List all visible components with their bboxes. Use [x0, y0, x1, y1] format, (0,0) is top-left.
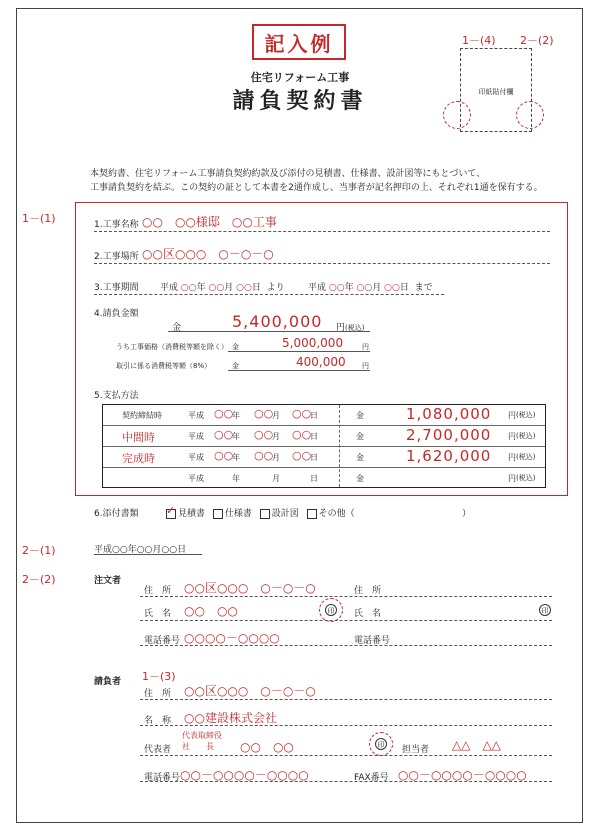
- checkbox-estimate[interactable]: [166, 509, 176, 519]
- contract-amount-value: 5,400,000: [232, 312, 323, 331]
- client-address-label: 住 所: [144, 586, 172, 596]
- payment-kin: 金: [356, 411, 364, 420]
- month-unit: 月: [224, 283, 234, 293]
- payment-year-unit: 年: [232, 453, 240, 462]
- payment-year: ○○: [214, 449, 234, 462]
- client-heading: 注文者: [94, 576, 122, 586]
- period-from-day: ○○: [236, 283, 252, 293]
- amount-underline: [168, 331, 370, 332]
- work-period-label: 3.工事期間: [94, 283, 139, 293]
- client-phone-line: [140, 645, 552, 646]
- contractor-rep-value: ○○ ○○: [240, 740, 294, 754]
- seal-position-circle: [443, 101, 471, 129]
- option-other-label: その他（: [318, 509, 355, 519]
- period-from-month: ○○: [208, 283, 225, 293]
- contractor-company-label: 名 称: [144, 716, 172, 726]
- payment-month-unit: 月: [272, 432, 280, 441]
- contractor-fax-label: FAX番号: [354, 773, 389, 783]
- period-to-month: ○○: [356, 283, 373, 293]
- client-address-line: [140, 596, 552, 597]
- seal-icon: 印: [325, 604, 337, 616]
- payment-month: ○○: [254, 449, 274, 462]
- period-to-year: ○○: [328, 283, 345, 293]
- client-name-label: 氏 名: [144, 609, 172, 619]
- client2-address-label: 住 所: [354, 586, 382, 596]
- client-name-value: ○○ ○○: [184, 604, 238, 618]
- seal-icon: 印: [539, 604, 551, 616]
- payment-month-unit: 月: [272, 411, 280, 420]
- payment-method-label: 5.支払方法: [94, 391, 139, 401]
- contractor-rep-label: 代表者: [144, 745, 172, 755]
- option-specification-label: 仕様書: [224, 509, 252, 519]
- tax-unit: 円: [362, 362, 369, 370]
- intro-line-1: 本契約書、住宅リフォーム工事請負契約約款及び添付の見積書、仕様書、設計図等にもとづいて、: [90, 169, 486, 179]
- payment-day: ○○: [292, 407, 312, 420]
- tax-kin: 金: [232, 362, 239, 370]
- payment-yen-unit: 円: [508, 432, 516, 441]
- period-from-year: ○○: [180, 283, 197, 293]
- contract-date: 平成○○年○○月○○日: [94, 545, 187, 555]
- payment-kin: 金: [356, 474, 364, 483]
- contractor-phone-label: 電話番号: [144, 773, 181, 783]
- client-address-value: ○○区○○○ ○－○－○: [184, 581, 316, 595]
- contractor-address-label: 住 所: [144, 689, 172, 699]
- payment-amount: 1,620,000: [406, 447, 492, 465]
- work-location-value: ○○区○○○ ○－○－○: [142, 247, 274, 261]
- seal-position-circle: [516, 101, 544, 129]
- contractor-heading: 請負者: [94, 677, 122, 687]
- work-period-from: [160, 280, 285, 293]
- contractor-address-value: ○○区○○○ ○－○－○: [184, 684, 316, 698]
- payment-stage-name: 完成時: [122, 452, 155, 465]
- payment-amount: 2,700,000: [406, 426, 492, 444]
- seal-position-circle: [369, 732, 393, 756]
- payment-year: ○○: [214, 407, 234, 420]
- payment-kin: 金: [356, 453, 364, 462]
- work-period-to: [308, 280, 433, 293]
- tax-label: 取引に係る消費税等額（8%）: [116, 362, 212, 370]
- payment-tax-included: (税込): [516, 432, 536, 440]
- contractor-address-line: [140, 699, 552, 700]
- contractor-phone-line: [140, 781, 552, 782]
- work-price-label: うち工事価格（消費税等額を除く）: [116, 343, 228, 351]
- period-from-suffix: より: [266, 283, 285, 293]
- contractor-company-value: ○○建設株式会社: [184, 711, 277, 725]
- payment-month: ○○: [254, 407, 274, 420]
- year-unit: 年: [196, 283, 206, 293]
- contractor-fax-value: ○○－○○○○－○○○○: [398, 768, 527, 782]
- payment-month-unit: 月: [272, 474, 280, 483]
- work-name-line: [94, 231, 550, 232]
- tax-underline: [228, 370, 370, 371]
- work-location-label: 2.工事場所: [94, 252, 139, 262]
- payment-year: ○○: [214, 428, 234, 441]
- document-title: 請負契約書: [232, 89, 368, 114]
- option-estimate-label: 見積書: [178, 509, 206, 519]
- payment-day-unit: 日: [310, 453, 318, 462]
- payment-year-unit: 年: [232, 411, 240, 420]
- payment-kin: 金: [356, 432, 364, 441]
- ref-parties: 2－(2): [22, 573, 56, 586]
- work-period-line: [94, 294, 444, 295]
- payment-tax-included: (税込): [516, 474, 536, 482]
- contractor-rep-title-1: 代表取締役: [182, 731, 222, 740]
- table-column-divider: [339, 405, 340, 487]
- contractor-rep-title-2: 社 長: [182, 742, 214, 751]
- work-name-label: 1.工事名称: [94, 220, 139, 230]
- payment-month: ○○: [254, 428, 274, 441]
- client-name-line: [140, 620, 552, 621]
- ref-section1: 1－(1): [22, 212, 56, 225]
- payment-month-unit: 月: [272, 453, 280, 462]
- date-underline: [94, 554, 202, 555]
- payment-amount: 1,080,000: [406, 405, 492, 423]
- table-divider: [103, 467, 545, 468]
- contract-amount-label: 4.請負金額: [94, 309, 139, 319]
- payment-era: 平成: [188, 432, 204, 441]
- payment-yen-unit: 円: [508, 411, 516, 420]
- tax-included: (税込): [345, 324, 365, 332]
- payment-day-unit: 日: [310, 411, 318, 420]
- ref-contractor: 1－(3): [142, 670, 176, 683]
- payment-day-unit: 日: [310, 432, 318, 441]
- payment-stage-name: 契約締結時: [122, 411, 162, 420]
- payment-year-unit: 年: [232, 432, 240, 441]
- attachments-label: 6.添付書類: [94, 509, 139, 519]
- intro-line-2: 工事請負契約を結ぶ。この契約の証として本書を2通作成し、当事者が記名押印の上、それぞれ1通を保有する。: [90, 183, 543, 193]
- client-phone-label: 電話番号: [144, 636, 181, 646]
- client2-phone-label: 電話番号: [354, 636, 391, 646]
- client2-name-label: 氏 名: [354, 609, 382, 619]
- year-unit: 年: [344, 283, 354, 293]
- period-to-day: ○○: [384, 283, 400, 293]
- contractor-rep-line: [140, 755, 552, 756]
- payment-day: ○○: [292, 428, 312, 441]
- ref-stamp-left: 1－(4): [462, 34, 496, 47]
- work-price-kin: 金: [232, 343, 239, 351]
- document-subtitle: 住宅リフォーム工事: [250, 71, 350, 84]
- payment-era: 平成: [188, 411, 204, 420]
- option-design-drawing-label: 設計図: [271, 509, 299, 519]
- client-phone-value: ○○○○－○○○○: [184, 631, 280, 645]
- era-text: 平成: [160, 283, 179, 293]
- payment-stage-name: 中間時: [122, 431, 155, 444]
- contractor-person-label: 担当者: [402, 745, 430, 755]
- seal-position-circle: [319, 598, 343, 622]
- seal-icon: 印: [375, 738, 387, 750]
- work-price-unit: 円: [362, 343, 369, 351]
- contractor-person-value: △△ △△: [452, 738, 501, 752]
- day-unit: 日: [399, 283, 409, 293]
- period-to-suffix: まで: [414, 283, 433, 293]
- checkbox-specification[interactable]: [213, 509, 223, 519]
- stamp-box-label: 印紙貼付欄: [478, 88, 514, 96]
- contractor-phone-value: ○○－○○○○－○○○○: [180, 768, 309, 782]
- checkbox-design-drawing[interactable]: [260, 509, 270, 519]
- day-unit: 日: [251, 283, 261, 293]
- ref-date: 2－(1): [22, 544, 56, 557]
- payment-tax-included: (税込): [516, 411, 536, 419]
- payment-day-unit: 日: [310, 474, 318, 483]
- payment-era: 平成: [188, 453, 204, 462]
- month-unit: 月: [372, 283, 382, 293]
- attachment-options: [166, 506, 355, 519]
- work-price-value: 5,000,000: [282, 336, 344, 350]
- ref-stamp-right: 2－(2): [520, 34, 554, 47]
- yen-unit: 円: [336, 323, 346, 333]
- work-price-underline: [228, 351, 370, 352]
- payment-tax-included: (税込): [516, 453, 536, 461]
- era-text: 平成: [308, 283, 327, 293]
- payment-year-unit: 年: [232, 474, 240, 483]
- work-location-line: [94, 263, 550, 264]
- option-other-close: ）: [462, 509, 472, 519]
- payment-day: ○○: [292, 449, 312, 462]
- work-name-value: ○○ ○○様邸 ○○工事: [142, 215, 277, 229]
- payment-yen-unit: 円: [508, 453, 516, 462]
- payment-yen-unit: 円: [508, 474, 516, 483]
- tax-value: 400,000: [296, 355, 346, 369]
- amount-kin: 金: [172, 323, 182, 333]
- checkbox-other[interactable]: [307, 509, 317, 519]
- payment-era: 平成: [188, 474, 204, 483]
- example-badge: 記入例: [252, 24, 346, 60]
- contractor-company-line: [140, 725, 552, 726]
